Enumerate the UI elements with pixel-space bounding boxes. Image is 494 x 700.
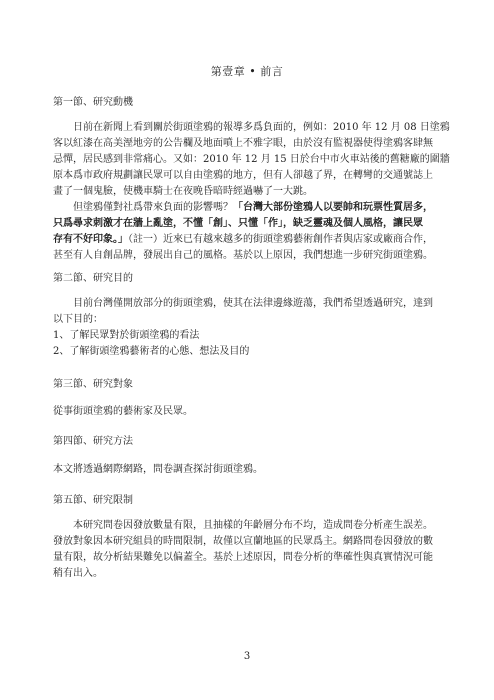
- text-line: 以下目的：: [53, 314, 103, 325]
- paragraph-limitations: [53, 518, 445, 582]
- section-heading-limitations: 第五節、研究限制: [53, 495, 133, 506]
- text-line: 日前在新聞上看到關於街頭塗鴉的報導多爲負面的，例如：2010 年 12 月 08 日塗鴉: [73, 122, 450, 133]
- bold-quote: 「台灣大部份塗鴉人以要帥和玩票性質居多，: [233, 202, 433, 213]
- text-line: 目前台灣僅開放部分的街頭塗鴉，使其在法律邊緣遊蕩，我們希望透過研究，達到: [73, 298, 433, 309]
- list-item: 1、了解民眾對於街頭塗鴉的看法: [53, 330, 200, 341]
- bold-quote: 存有不好印象。」: [53, 234, 128, 245]
- page-number: 3: [243, 651, 251, 662]
- text-span: （註一）近來已有越來越多的街頭塗鴉藝術創作者與店家或廠商合作，: [128, 234, 433, 245]
- paragraph-motivation-2: [53, 200, 445, 264]
- paragraph-subjects: 從事街頭塗鴉的藝術家及民眾。: [53, 406, 193, 417]
- section-heading-subjects: 第三節、研究對象: [53, 379, 133, 390]
- text-line: 忌憚，居民感到非常痛心。又如：2010 年 12 月 15 日於台中市火車站後的舊糖廠的圍牆: [53, 154, 450, 165]
- chapter-title: 第壹章 • 前言: [210, 65, 284, 78]
- text-line: 客以紅漆在高美溼地旁的公告欄及地面噴上不雅字眼，由於沒有監視器使得塗鴉客肆無: [53, 138, 433, 149]
- paragraph-method: 本文將透過網際網路，問卷調查探討街頭塗鴉。: [53, 464, 263, 475]
- text-span: 但塗鴉僅對社爲帶來負面的影響嗎？: [73, 202, 233, 213]
- text-line: 畫了一個鬼臉，使機車騎士在夜晚昏暗時經過嚇了一大跳。: [53, 186, 313, 197]
- text-line: 量有限，故分析結果難免以偏蓋全。基於上述原因，問卷分析的準確性與真實情況可能: [53, 552, 433, 563]
- section-heading-purpose: 第二節、研究目的: [53, 273, 133, 284]
- text-line: 原本爲市政府規劃讓民眾可以自由塗鴉的地方，但有人卻越了界，在轉彎的交通號誌上: [53, 170, 433, 181]
- list-item: 2、了解街頭塗鴉藝術者的心態、想法及目的: [53, 346, 250, 357]
- text-line: 本研究問卷因發放數量有限，且抽樣的年齡層分布不均，造成問卷分析產生誤差。: [73, 520, 433, 531]
- bold-quote: 只爲尋求刺激才在牆上亂塗，不懂「創」、只懂「作」，缺乏靈魂及個人風格，讓民眾: [53, 218, 423, 229]
- text-line: 發放對象因本研究組員的時間限制，故僅以宣蘭地區的民眾爲主。網路問卷因發放的數: [53, 536, 433, 547]
- section-heading-motivation: 第一節、研究動機: [53, 97, 133, 108]
- section-heading-method: 第四節、研究方法: [53, 436, 133, 447]
- text-line: 甚至有人自創品牌，發展出自己的風格。基於以上原因，我們想進一步研究街頭塗鴉。: [53, 250, 433, 261]
- paragraph-purpose: [53, 296, 445, 360]
- paragraph-motivation-1: [53, 120, 450, 200]
- text-line: 稍有出入。: [53, 568, 103, 579]
